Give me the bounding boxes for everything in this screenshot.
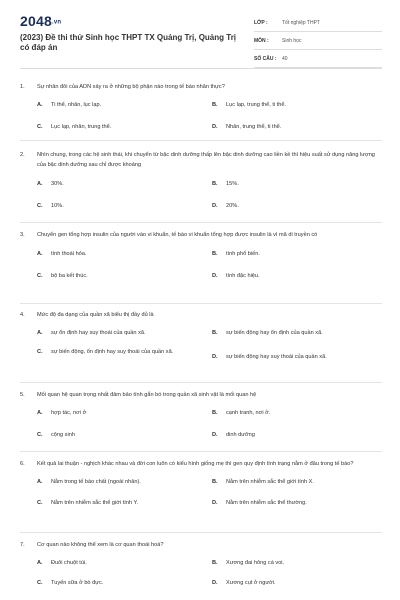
option-text: 20%.: [226, 203, 239, 209]
option-text: sự ổn định hay suy thoái của quần xã.: [51, 330, 146, 336]
option-text: Ti thể, nhân, lục lạp.: [51, 102, 102, 108]
option-letter: C.: [37, 500, 43, 506]
option-letter: B.: [212, 181, 218, 187]
site-logo[interactable]: [20, 13, 61, 29]
document-title: (2023) Đề thi thử Sinh học THPT TX Quảng Trị, Quảng Trị có đáp án: [20, 33, 237, 52]
question-item: [20, 459, 380, 514]
answer-option[interactable]: [37, 329, 197, 337]
option-text: Nằm trong tế bào chất (ngoài nhân).: [51, 479, 141, 485]
question-divider: [20, 222, 382, 223]
exam-meta-table: [254, 14, 382, 68]
question-text: Sự nhân đôi của ADN xảy ra ở những bộ phận nào trong tế bào nhân thực?: [37, 84, 225, 90]
option-letter: C.: [37, 349, 43, 355]
question-item: [20, 540, 380, 595]
option-letter: B.: [212, 330, 218, 336]
option-text: Lục lạp, trung thể, ti thể.: [226, 102, 287, 108]
option-letter: C.: [37, 432, 43, 438]
option-text: Nằm trên nhiễm sắc thể giới tính X.: [226, 479, 314, 485]
answer-option[interactable]: [212, 123, 372, 131]
option-text: tính phổ biến.: [226, 251, 260, 257]
answer-option[interactable]: [37, 348, 187, 356]
option-text: Tuyến sữa ở bò đực.: [51, 580, 104, 586]
answer-option[interactable]: [37, 579, 197, 587]
option-letter: D.: [212, 432, 218, 438]
answer-option[interactable]: [212, 499, 372, 507]
meta-row-class: [254, 14, 382, 32]
question-text: Mối quan hệ quan trọng nhất đảm bảo tính gắn bó trong quần xã sinh vật là mối quan hệ: [37, 392, 257, 398]
question-number: 2.: [20, 152, 25, 158]
option-letter: D.: [212, 124, 218, 130]
question-number: 6.: [20, 461, 25, 467]
option-text: 15%.: [226, 181, 239, 187]
answer-option[interactable]: [37, 180, 197, 188]
option-text: hợp tác, nơi ở: [51, 410, 87, 416]
question-divider: [20, 451, 382, 452]
option-text: Nằm trên nhiễm sắc thể thường.: [226, 500, 307, 506]
question-divider: [20, 532, 382, 533]
question-number: 7.: [20, 542, 25, 548]
option-letter: B.: [212, 251, 218, 257]
option-text: Nhân, trung thể, ti thể.: [226, 124, 282, 130]
header-divider: [20, 68, 382, 69]
option-letter: A.: [37, 181, 43, 187]
option-text: cộng sinh: [51, 432, 75, 438]
answer-option[interactable]: [37, 250, 197, 258]
meta-value: 40: [282, 55, 288, 62]
answer-option[interactable]: [212, 353, 372, 361]
answer-option[interactable]: [37, 499, 197, 507]
option-letter: A.: [37, 479, 43, 485]
option-letter: B.: [212, 479, 218, 485]
answer-option[interactable]: [212, 478, 372, 486]
question-number: 4.: [20, 312, 25, 318]
option-letter: B.: [212, 560, 218, 566]
option-text: sự biến động hay ổn định của quần xã.: [226, 330, 323, 336]
answer-option[interactable]: [37, 431, 197, 439]
question-item: [20, 310, 380, 365]
option-letter: C.: [37, 273, 43, 279]
answer-option[interactable]: [37, 272, 197, 280]
option-text: bộ ba kết thúc.: [51, 273, 88, 279]
option-text: Nằm trên nhiễm sắc thể giới tính Y.: [51, 500, 139, 506]
answer-option[interactable]: [37, 123, 197, 131]
question-text: Chuyển gen tổng hợp insulin của người vào vi khuẩn, tế bào vi khuẩn tổng hợp được insulin là vì mã di truyền có: [37, 232, 318, 238]
question-item: [20, 150, 380, 216]
answer-option[interactable]: [212, 579, 372, 587]
option-letter: A.: [37, 251, 43, 257]
meta-row-question-count: [254, 50, 382, 68]
question-item: [20, 390, 380, 445]
answer-option[interactable]: [37, 101, 197, 109]
answer-option[interactable]: [212, 329, 372, 337]
question-divider: [20, 382, 382, 383]
answer-option[interactable]: [212, 272, 372, 280]
question-number: 1.: [20, 84, 25, 90]
answer-option[interactable]: [212, 409, 372, 417]
option-letter: C.: [37, 124, 43, 130]
option-text: sự biến động, ổn định hay suy thoái của quần xã.: [51, 349, 174, 355]
question-divider: [20, 140, 382, 141]
question-text: Kết quả lai thuận - nghịch khác nhau và đời con luôn có kiểu hình giống mẹ thì gen quy định tính trạng nằm ở đâu trong tế bào?: [37, 461, 354, 467]
answer-option[interactable]: [212, 431, 372, 439]
answer-option[interactable]: [212, 101, 372, 109]
option-letter: D.: [212, 203, 218, 209]
option-letter: C.: [37, 203, 43, 209]
option-letter: C.: [37, 580, 43, 586]
option-letter: D.: [212, 354, 218, 360]
meta-row-subject: [254, 32, 382, 50]
question-item: [20, 230, 380, 286]
question-text: Nhìn chung, trong các hệ sinh thái, khi chuyển từ bậc dinh dưỡng thấp lên bậc dinh dưỡng cao liền kề thì hiệu suất sử dụng năng lượng của bậc dinh dưỡng sau chỉ được khoảng: [37, 152, 375, 168]
meta-value: Sinh học: [282, 37, 302, 44]
option-text: Lục lạp, nhân, trung thể.: [51, 124, 112, 130]
answer-option[interactable]: [37, 478, 197, 486]
answer-option[interactable]: [37, 202, 197, 210]
logo-text: 2048: [20, 13, 52, 29]
answer-option[interactable]: [212, 180, 372, 188]
answer-option[interactable]: [212, 202, 372, 210]
meta-label: MÔN :: [254, 37, 269, 44]
answer-option[interactable]: [212, 250, 372, 258]
option-text: Xương cụt ở người.: [226, 580, 276, 586]
question-number: 5.: [20, 392, 25, 398]
option-letter: D.: [212, 580, 218, 586]
option-letter: D.: [212, 273, 218, 279]
option-text: tính đặc hiệu.: [226, 273, 260, 279]
question-divider: [20, 303, 382, 304]
meta-label: LỚP :: [254, 19, 268, 26]
logo-tld: .vn: [51, 19, 62, 26]
answer-option[interactable]: [212, 559, 372, 567]
option-letter: A.: [37, 410, 43, 416]
option-letter: A.: [37, 330, 43, 336]
option-text: 30%.: [51, 181, 64, 187]
option-letter: A.: [37, 560, 43, 566]
option-letter: D.: [212, 500, 218, 506]
option-letter: B.: [212, 102, 218, 108]
option-text: cạnh tranh, nơi ở.: [226, 410, 271, 416]
option-text: Xương đai hông cá voi.: [226, 560, 285, 566]
option-text: sự biến động hay suy thoái của quần xã.: [226, 354, 327, 360]
question-number: 3.: [20, 232, 25, 238]
option-letter: B.: [212, 410, 218, 416]
option-text: tính thoái hóa.: [51, 251, 87, 257]
answer-option[interactable]: [37, 559, 197, 567]
answer-option[interactable]: [37, 409, 197, 417]
meta-label: SỐ CÂU :: [254, 55, 277, 62]
question-text: Mức độ đa dạng của quần xã biểu thị đầy đủ là: [37, 312, 154, 318]
option-text: Đuôi chuột túi.: [51, 560, 87, 566]
option-text: dinh dưỡng: [226, 432, 255, 438]
question-text: Cơ quan nào không thể xem là cơ quan thoái hoá?: [37, 542, 164, 548]
question-item: [20, 82, 380, 137]
meta-value: Tốt nghiệp THPT: [282, 19, 320, 26]
option-text: 10%.: [51, 203, 64, 209]
option-letter: A.: [37, 102, 43, 108]
